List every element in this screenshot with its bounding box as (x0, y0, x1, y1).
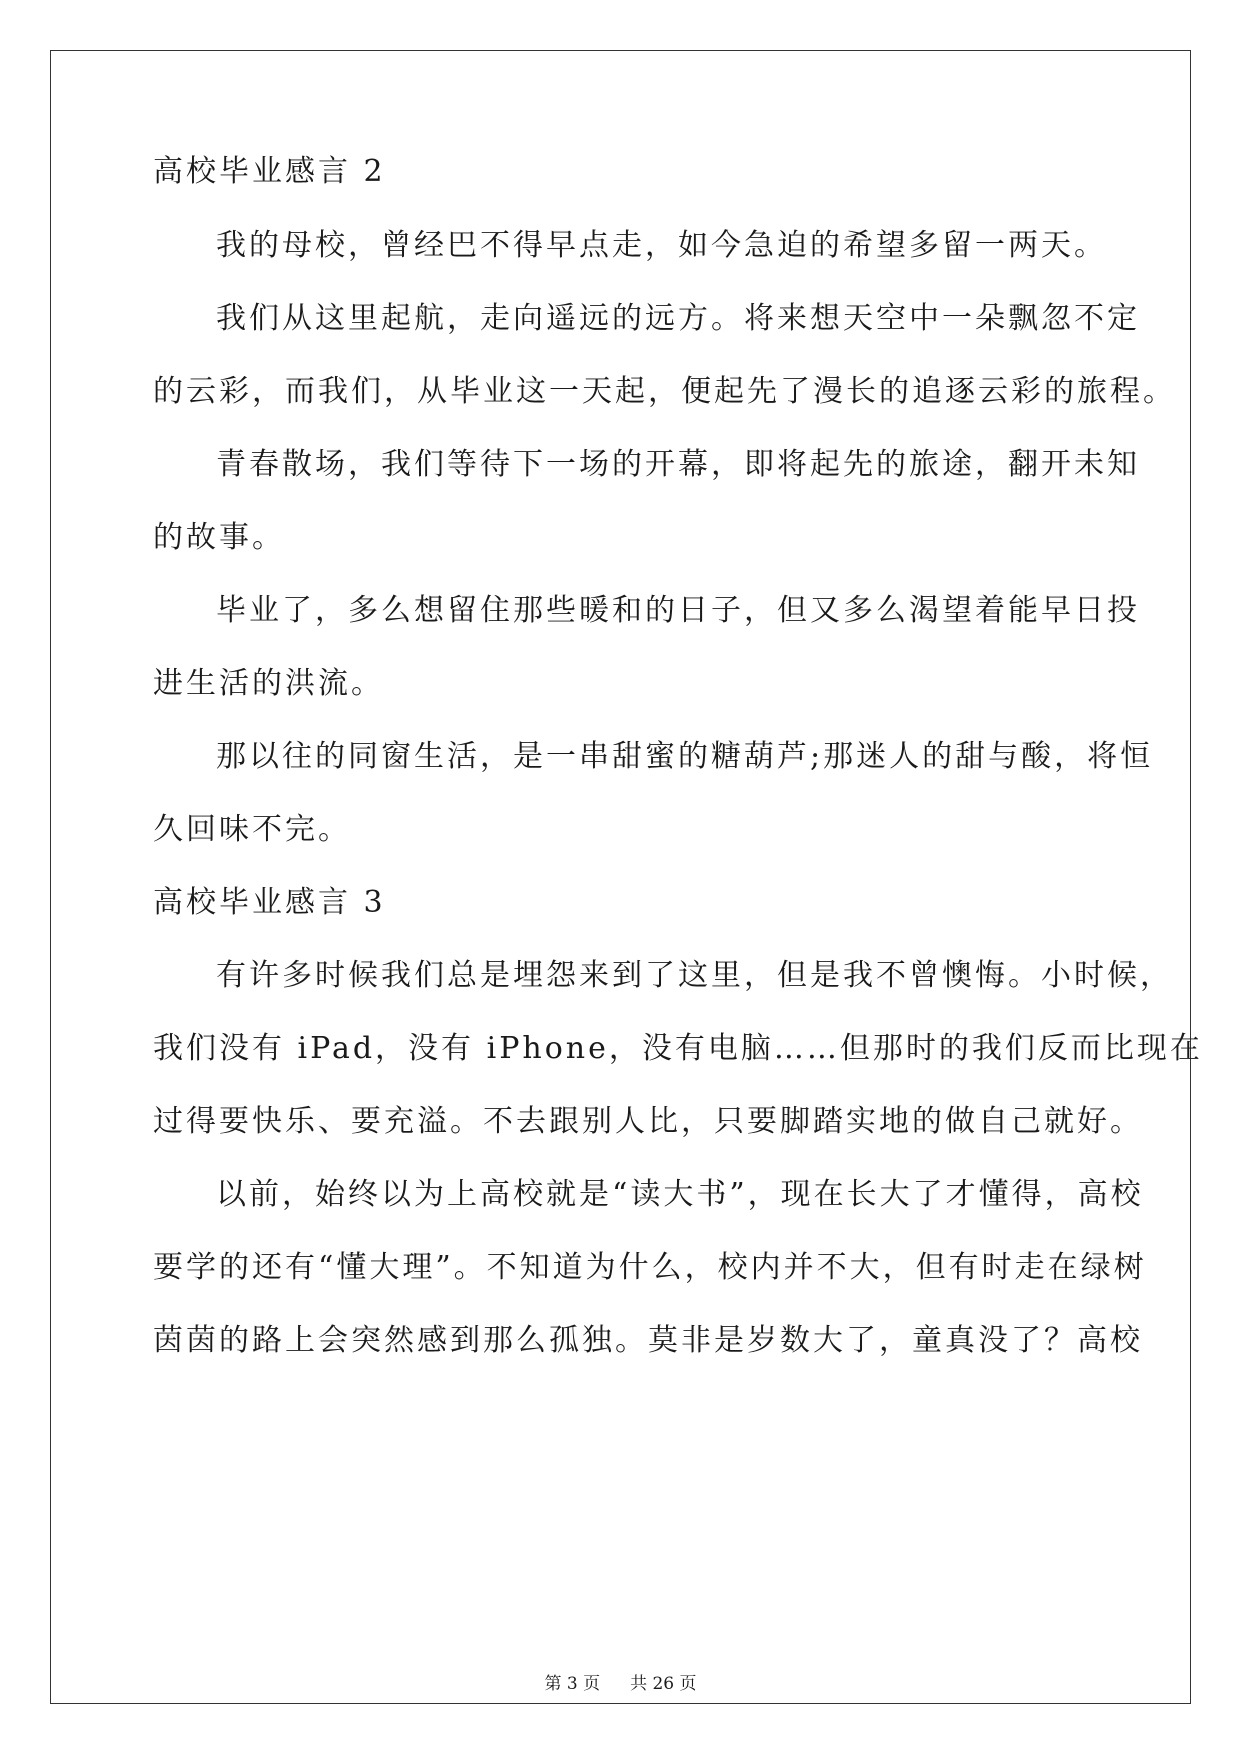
paragraph-line: 青春散场，我们等待下一场的开幕，即将起先的旅途，翻开未知 (216, 447, 1140, 482)
paragraph-line: 过得要快乐、要充溢。不去跟别人比，只要脚踏实地的做自己就好。 (153, 1104, 1143, 1139)
page-number: 第 3 页 (544, 1674, 601, 1694)
paragraph-line: 我的母校，曾经巴不得早点走，如今急迫的希望多留一两天。 (216, 228, 1107, 263)
section-heading: 高校毕业感言 3 (153, 885, 386, 920)
paragraph-line: 我们从这里起航，走向遥远的远方。将来想天空中一朵飘忽不定 (216, 301, 1140, 336)
page-footer (0, 1673, 1241, 1695)
paragraph-line: 有许多时候我们总是埋怨来到了这里，但是我不曾懊悔。小时候， (216, 958, 1173, 993)
paragraph-line: 的云彩，而我们，从毕业这一天起，便起先了漫长的追逐云彩的旅程。 (153, 374, 1176, 409)
section-heading: 高校毕业感言 2 (153, 154, 386, 189)
paragraph-line: 茵茵的路上会突然感到那么孤独。莫非是岁数大了，童真没了？高校 (153, 1323, 1143, 1358)
page-total: 共 26 页 (630, 1674, 697, 1694)
paragraph-line: 我们没有 iPad，没有 iPhone，没有电脑……但那时的我们反而比现在 (153, 1031, 1203, 1066)
paragraph-line: 要学的还有“懂大理”。不知道为什么，校内并不大，但有时走在绿树 (153, 1250, 1147, 1285)
paragraph-line: 那以往的同窗生活，是一串甜蜜的糖葫芦;那迷人的甜与酸，将恒 (216, 739, 1154, 774)
paragraph-line: 以前，始终以为上高校就是“读大书”，现在长大了才懂得，高校 (216, 1177, 1144, 1212)
paragraph-line: 的故事。 (153, 520, 285, 555)
paragraph-line: 久回味不完。 (153, 812, 351, 847)
paragraph-line: 进生活的洪流。 (153, 666, 384, 701)
paragraph-line: 毕业了，多么想留住那些暖和的日子，但又多么渴望着能早日投 (216, 593, 1140, 628)
